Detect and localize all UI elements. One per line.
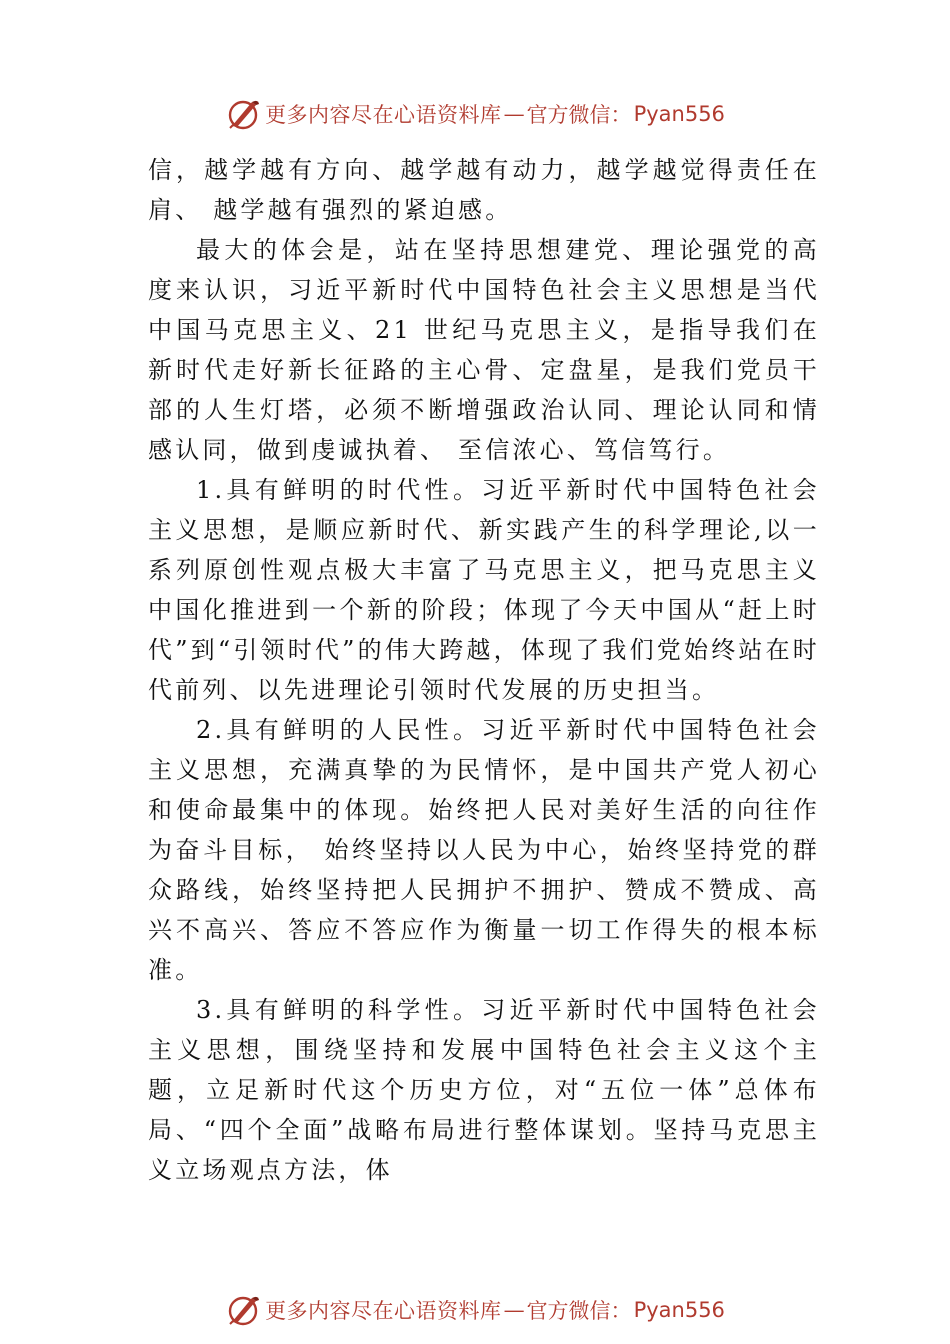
banner-wechat-id: Pyan556 xyxy=(633,1298,725,1322)
paragraph-main-insight: 最大的体会是，站在坚持思想建党、理论强党的高度来认识，习近平新时代中国特色社会主义思想是当代中国马克思主义、21 世纪马克思主义，是指导我们在新时代走好新长征路的主心骨、定盘星，是我们党员干部的人生灯塔，必须不断增强政治认同、理论认同和情感认同，做到虔诚执着、 至信浓心、笃信笃行。 xyxy=(148,236,820,464)
paragraph-point-1: 1.具有鲜明的时代性。习近平新时代中国特色社会主义思想，是顺应新时代、新实践产生的科学理论,以一系列原创性观点极大丰富了马克思主义，把马克思主义中国化推进到一个新的阶段；体现了今天中国从“赶上时代”到“引领时代”的伟大跨越，体现了我们党始终站在时代前列、以先进理论引领时代发展的历史担当。 xyxy=(148,476,821,704)
banner-separator: — xyxy=(503,1298,525,1322)
paragraph-point-2: 2.具有鲜明的人民性。习近平新时代中国特色社会主义思想，充满真挚的为民情怀，是中国共产党人初心和使命最集中的体现。始终把人民对美好生活的向往作为奋斗目标， 始终坚持以人民为中心，始终坚持党的群众路线，始终坚持把人民拥护不拥护、赞成不赞成、高兴不高兴、答应不答应作为衡量一切工作得失的根本标准。 xyxy=(148,716,820,984)
banner-brand-text: 更多内容尽在心语资料库 xyxy=(265,1299,502,1323)
header-banner xyxy=(0,92,950,136)
footer-banner xyxy=(0,1288,950,1332)
banner-wechat-label: 官方微信： xyxy=(526,103,632,127)
document-body xyxy=(148,150,820,1190)
paragraph-point-3: 3.具有鲜明的科学性。习近平新时代中国特色社会主义思想，围绕坚持和发展中国特色社会主义这个主题，立足新时代这个历史方位，对“五位一体”总体布局、“四个全面”战略布局进行整体谋划。坚持马克思主义立场观点方法，体 xyxy=(148,996,820,1184)
quill-pen-logo-icon xyxy=(225,96,261,132)
quill-pen-logo-icon xyxy=(225,1292,261,1328)
paragraph-continuation: 信，越学越有方向、越学越有动力，越学越觉得责任在肩、 越学越有强烈的紧迫感。 xyxy=(148,156,820,224)
banner-separator: — xyxy=(503,102,525,126)
banner-brand-text: 更多内容尽在心语资料库 xyxy=(265,103,502,127)
banner-wechat-label: 官方微信： xyxy=(526,1299,632,1323)
banner-wechat-id: Pyan556 xyxy=(633,102,725,126)
